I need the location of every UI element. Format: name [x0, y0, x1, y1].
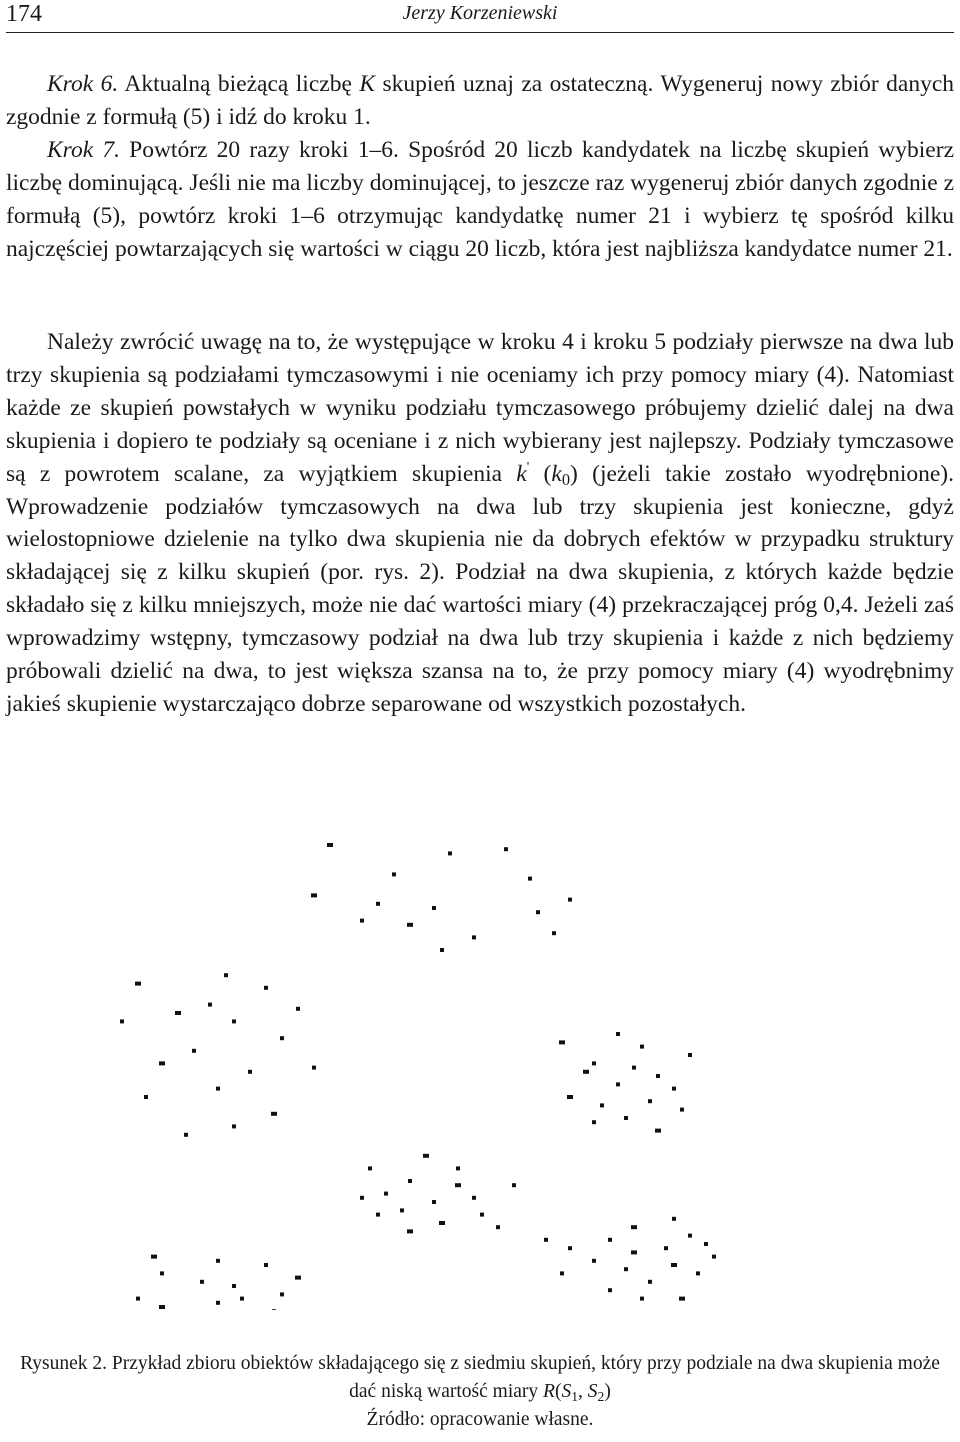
data-point	[280, 1292, 284, 1296]
data-point	[583, 1070, 589, 1074]
variable-k0: k	[551, 460, 562, 487]
paragraph-text: Powtórz 20 razy kroki 1–6. Spośród 20 liczb kandydatek na liczbę skupień wybierz liczbę dominującą. Jeśli nie ma liczby dominującej, to jeszcze raz wygeneruj zbiór danych zgodnie z formułą (5), powtórz kroki 1–6 otrzymując kandydatkę numer 21 i wybierz tę spośród kilku najczęściej powtarzających się wartości w ciągu 20 liczb, która jest najbliższa kandydatce numer 21.	[6, 137, 954, 262]
data-point	[120, 1019, 124, 1023]
data-point	[376, 902, 380, 906]
data-point	[480, 1213, 484, 1217]
data-point	[159, 1061, 165, 1065]
data-point	[648, 1099, 652, 1103]
paragraph-step-7	[6, 134, 954, 266]
data-point	[232, 1124, 236, 1128]
data-point	[648, 1280, 652, 1284]
data-point	[624, 1267, 628, 1271]
data-point	[208, 1003, 212, 1007]
data-point	[688, 1234, 692, 1238]
data-point	[712, 1255, 716, 1259]
caption-comma: ,	[578, 1381, 588, 1402]
data-point	[192, 1049, 196, 1053]
data-point	[608, 1288, 612, 1292]
running-head: Jerzy Korzeniewski	[402, 2, 558, 24]
data-point	[439, 1221, 445, 1225]
caption-S1-sub: 1	[571, 1389, 579, 1404]
data-point	[624, 1116, 628, 1120]
data-point	[151, 1255, 157, 1259]
data-point	[135, 982, 141, 986]
data-point	[407, 923, 413, 927]
data-point	[528, 877, 532, 881]
variable-K: K	[359, 71, 376, 97]
paragraph-text: skupień uznaj za ostateczną. Wygeneruj nowy zbiór danych zgodnie z formułą (5) i idź do kroku 1.	[6, 71, 955, 130]
data-point	[160, 1271, 164, 1275]
data-point	[600, 1103, 604, 1107]
data-point	[407, 1229, 413, 1233]
data-point	[631, 1250, 637, 1254]
caption-S2: S	[587, 1381, 598, 1402]
data-point	[592, 1061, 596, 1065]
data-point	[504, 847, 508, 851]
variable-k: k	[516, 460, 527, 487]
data-point	[248, 1070, 252, 1074]
data-point	[432, 1200, 436, 1204]
data-point	[560, 1271, 564, 1275]
data-point	[536, 910, 540, 914]
caption-S2-sub: 2	[597, 1389, 605, 1404]
page-header	[6, 0, 954, 33]
data-point	[384, 1192, 388, 1196]
data-point	[672, 1217, 676, 1221]
data-point	[312, 1066, 316, 1070]
paragraph-text: Aktualną bieżącą liczbę	[118, 71, 360, 97]
data-point	[408, 1179, 412, 1183]
page-number: 174	[6, 1, 42, 27]
cluster-top-center	[311, 843, 572, 952]
data-point	[671, 1263, 677, 1267]
data-point	[696, 1271, 700, 1275]
data-point	[264, 1263, 268, 1267]
paragraph-text: Należy zwrócić uwagę na to, że występujące w kroku 4 i kroku 5 podziały pierwsze na dwa lub trzy skupienia są podziałami tymczasowymi i nie oceniamy ich przy pomocy miary (4). Natomiast każde ze skupień powstałych w wyniku podziału tymczasowego próbujemy dzielić dalej na dwa skupienia i dopiero te podziały są oceniane i z nich wybierany jest najlepszy. Podziały tymczasowe są z powrotem scalane, za wyjątkiem skupienia	[6, 329, 954, 487]
data-point	[240, 1297, 244, 1301]
data-point	[455, 1183, 461, 1187]
scatter-figure	[0, 830, 960, 1310]
data-point	[664, 1246, 668, 1250]
caption-text: Rysunek 2. Przykład zbioru obiektów składającego się z siedmiu skupień, który przy podziale na dwa skupienia może dać niską wartość miary	[20, 1353, 940, 1402]
caption-S1: S	[561, 1381, 572, 1402]
data-point	[544, 1238, 548, 1242]
cluster-middle	[360, 1154, 516, 1234]
figure-caption	[6, 1350, 954, 1406]
caption-paren: (	[554, 1381, 562, 1402]
data-point	[136, 1297, 140, 1301]
data-point	[552, 931, 556, 935]
paragraph-body	[6, 326, 954, 721]
cluster-lower-left	[104, 1255, 301, 1310]
cluster-upper-right	[559, 1032, 692, 1133]
cluster-lower-right	[544, 1217, 716, 1301]
data-point	[327, 843, 333, 847]
paragraph-text: ) (jeżeli takie zostało wyodrębnione). Wprowadzenie podziałów tymczasowych na dwa lub trzy skupienia jest konieczne, gdyż wielostopniowe dzielenie na tylko dwa skupienia nie da dobrych efektów w przypadku struktury składającej się z kilku skupień (por. rys. 2). Podział na dwa skupienia, z których każde będzie składało się z kilku mniejszych, może nie dać wartości miary (4) przekraczającej próg 0,4. Jeżeli zaś wprowadzimy wstępny, tymczasowy podział na dwa lub trzy skupienia i każde z nich będziemy próbowali dzielić na dwa, to jest większa szansa na to, że przy pomocy miary (4) wyodrębnimy jakieś skupienie wystarczająco dobrze separowane od wszystkich pozostałych.	[6, 460, 954, 717]
subscript-0: 0	[561, 469, 571, 489]
data-point	[159, 1305, 165, 1309]
prime-mark: '	[526, 458, 530, 475]
cluster-upper-left	[120, 973, 316, 1137]
data-point	[592, 1120, 596, 1124]
data-point	[232, 1284, 236, 1288]
data-point	[448, 851, 452, 855]
caption-R: R	[543, 1381, 555, 1402]
data-point	[640, 1297, 644, 1301]
data-point	[144, 1095, 148, 1099]
figure-source: Źródło: opracowanie własne.	[366, 1409, 594, 1430]
data-point	[175, 1011, 181, 1015]
data-point	[184, 1133, 188, 1137]
data-point	[616, 1082, 620, 1086]
data-point	[200, 1280, 204, 1284]
data-point	[216, 1087, 220, 1091]
data-point	[568, 898, 572, 902]
data-point	[400, 1208, 404, 1212]
data-point	[360, 919, 364, 923]
data-point	[472, 1196, 476, 1200]
data-point	[672, 1087, 676, 1091]
data-point	[360, 1196, 364, 1200]
data-point	[216, 1259, 220, 1263]
data-point	[632, 1066, 636, 1070]
data-point	[688, 1053, 692, 1057]
data-point	[271, 1112, 277, 1116]
data-point	[640, 1045, 644, 1049]
data-point	[680, 1108, 684, 1112]
data-point	[496, 1225, 500, 1229]
data-point	[272, 1309, 276, 1310]
data-point	[311, 893, 317, 897]
data-point	[232, 1019, 236, 1023]
paragraph-step-6	[6, 68, 954, 134]
paren-open: (	[529, 460, 552, 487]
data-point	[568, 1246, 572, 1250]
data-point	[264, 986, 268, 990]
data-point	[608, 1238, 612, 1242]
data-point	[679, 1297, 685, 1301]
data-point	[368, 1166, 372, 1170]
data-point	[216, 1301, 220, 1305]
caption-paren-close: )	[604, 1381, 611, 1402]
data-point	[392, 872, 396, 876]
data-point	[296, 1007, 300, 1011]
data-point	[592, 1259, 596, 1263]
data-point	[280, 1036, 284, 1040]
data-point	[440, 948, 444, 952]
data-point	[704, 1242, 708, 1246]
data-point	[631, 1225, 637, 1229]
data-point	[472, 935, 476, 939]
step-label: Krok 7.	[47, 137, 120, 163]
data-point	[432, 906, 436, 910]
data-point	[456, 1166, 460, 1170]
data-point	[224, 973, 228, 977]
data-point	[376, 1213, 380, 1217]
data-point	[295, 1276, 301, 1280]
data-point	[655, 1129, 661, 1133]
data-point	[559, 1040, 565, 1044]
data-point	[656, 1074, 660, 1078]
data-point	[512, 1183, 516, 1187]
step-label: Krok 6.	[47, 71, 119, 97]
data-point	[423, 1154, 429, 1158]
scatter-plot	[0, 830, 960, 1310]
data-point	[616, 1032, 620, 1036]
data-point	[567, 1095, 573, 1099]
